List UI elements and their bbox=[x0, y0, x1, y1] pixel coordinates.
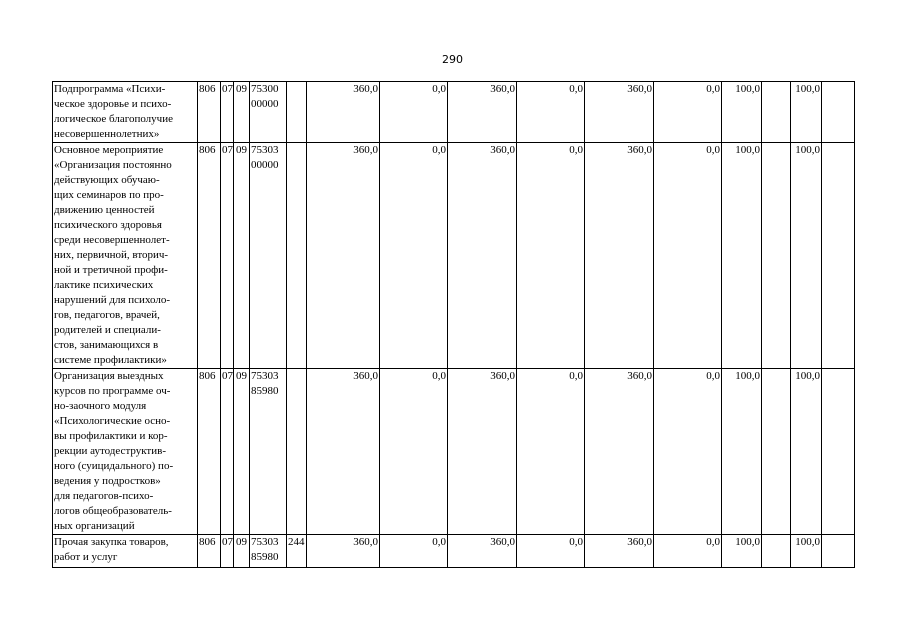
table-row bbox=[53, 535, 855, 568]
section-code: 07 bbox=[221, 369, 234, 535]
table-row bbox=[53, 369, 855, 535]
value-cell: 0,0 bbox=[654, 82, 722, 143]
value-cell: 360,0 bbox=[585, 143, 654, 369]
percent-cell: 100,0 bbox=[722, 143, 762, 369]
grbs-code: 806 bbox=[198, 143, 221, 369]
expense-type-code bbox=[287, 369, 307, 535]
budget-table bbox=[52, 81, 855, 568]
value-cell: 0,0 bbox=[380, 82, 448, 143]
value-cell: 360,0 bbox=[448, 82, 517, 143]
value-cell: 360,0 bbox=[585, 369, 654, 535]
percent-cell: 100,0 bbox=[791, 143, 822, 369]
section-code: 07 bbox=[221, 535, 234, 568]
empty-cell bbox=[762, 82, 791, 143]
value-cell: 0,0 bbox=[517, 143, 585, 369]
percent-cell: 100,0 bbox=[722, 369, 762, 535]
expense-type-code: 244 bbox=[287, 535, 307, 568]
page-number: 290 bbox=[442, 53, 463, 66]
grbs-code: 806 bbox=[198, 369, 221, 535]
row-name: Прочая закупка товаров, работ и услуг bbox=[53, 535, 198, 568]
empty-cell bbox=[762, 369, 791, 535]
value-cell: 360,0 bbox=[307, 535, 380, 568]
value-cell: 360,0 bbox=[448, 143, 517, 369]
value-cell: 360,0 bbox=[307, 82, 380, 143]
subsection-code: 09 bbox=[234, 82, 250, 143]
value-cell: 360,0 bbox=[307, 143, 380, 369]
grbs-code: 806 bbox=[198, 82, 221, 143]
value-cell: 360,0 bbox=[307, 369, 380, 535]
value-cell: 0,0 bbox=[654, 535, 722, 568]
value-cell: 0,0 bbox=[380, 535, 448, 568]
empty-cell bbox=[762, 535, 791, 568]
table-row bbox=[53, 143, 855, 369]
value-cell: 0,0 bbox=[654, 143, 722, 369]
row-name: Организация выездных курсов по программе оч- но-заочного модуля «Психологические осно- вы профилактики и кор- рекции аутодеструктив- ного (суицидального) по- ведения у подростков» для педагогов-психо- логов общеобразователь- ных организаций bbox=[53, 369, 198, 535]
empty-cell bbox=[822, 369, 855, 535]
target-item-code: 75303 85980 bbox=[250, 369, 287, 535]
percent-cell: 100,0 bbox=[791, 535, 822, 568]
section-code: 07 bbox=[221, 82, 234, 143]
expense-type-code bbox=[287, 82, 307, 143]
section-code: 07 bbox=[221, 143, 234, 369]
empty-cell bbox=[822, 82, 855, 143]
value-cell: 360,0 bbox=[585, 82, 654, 143]
expense-type-code bbox=[287, 143, 307, 369]
table-row bbox=[53, 82, 855, 143]
subsection-code: 09 bbox=[234, 143, 250, 369]
empty-cell bbox=[822, 143, 855, 369]
percent-cell: 100,0 bbox=[722, 82, 762, 143]
target-item-code: 75300 00000 bbox=[250, 82, 287, 143]
value-cell: 360,0 bbox=[448, 369, 517, 535]
value-cell: 0,0 bbox=[654, 369, 722, 535]
value-cell: 360,0 bbox=[585, 535, 654, 568]
percent-cell: 100,0 bbox=[722, 535, 762, 568]
value-cell: 0,0 bbox=[517, 82, 585, 143]
grbs-code: 806 bbox=[198, 535, 221, 568]
subsection-code: 09 bbox=[234, 535, 250, 568]
value-cell: 0,0 bbox=[517, 535, 585, 568]
row-name: Подпрограмма «Психи- ческое здоровье и психо- логическое благополучие несовершеннолетних» bbox=[53, 82, 198, 143]
empty-cell bbox=[762, 143, 791, 369]
value-cell: 360,0 bbox=[448, 535, 517, 568]
value-cell: 0,0 bbox=[517, 369, 585, 535]
empty-cell bbox=[822, 535, 855, 568]
percent-cell: 100,0 bbox=[791, 82, 822, 143]
value-cell: 0,0 bbox=[380, 143, 448, 369]
subsection-code: 09 bbox=[234, 369, 250, 535]
percent-cell: 100,0 bbox=[791, 369, 822, 535]
target-item-code: 75303 00000 bbox=[250, 143, 287, 369]
value-cell: 0,0 bbox=[380, 369, 448, 535]
target-item-code: 75303 85980 bbox=[250, 535, 287, 568]
row-name: Основное мероприятие «Организация постоянно действующих обучаю- щих семинаров по про- движению ценностей психического здоровья среди несовершеннолет- них, первичной, вторич- ной и третичной профи- лактике психических нарушений для психоло- гов, педагогов, врачей, родителей и специали- стов, занимающихся в системе профилактики» bbox=[53, 143, 198, 369]
